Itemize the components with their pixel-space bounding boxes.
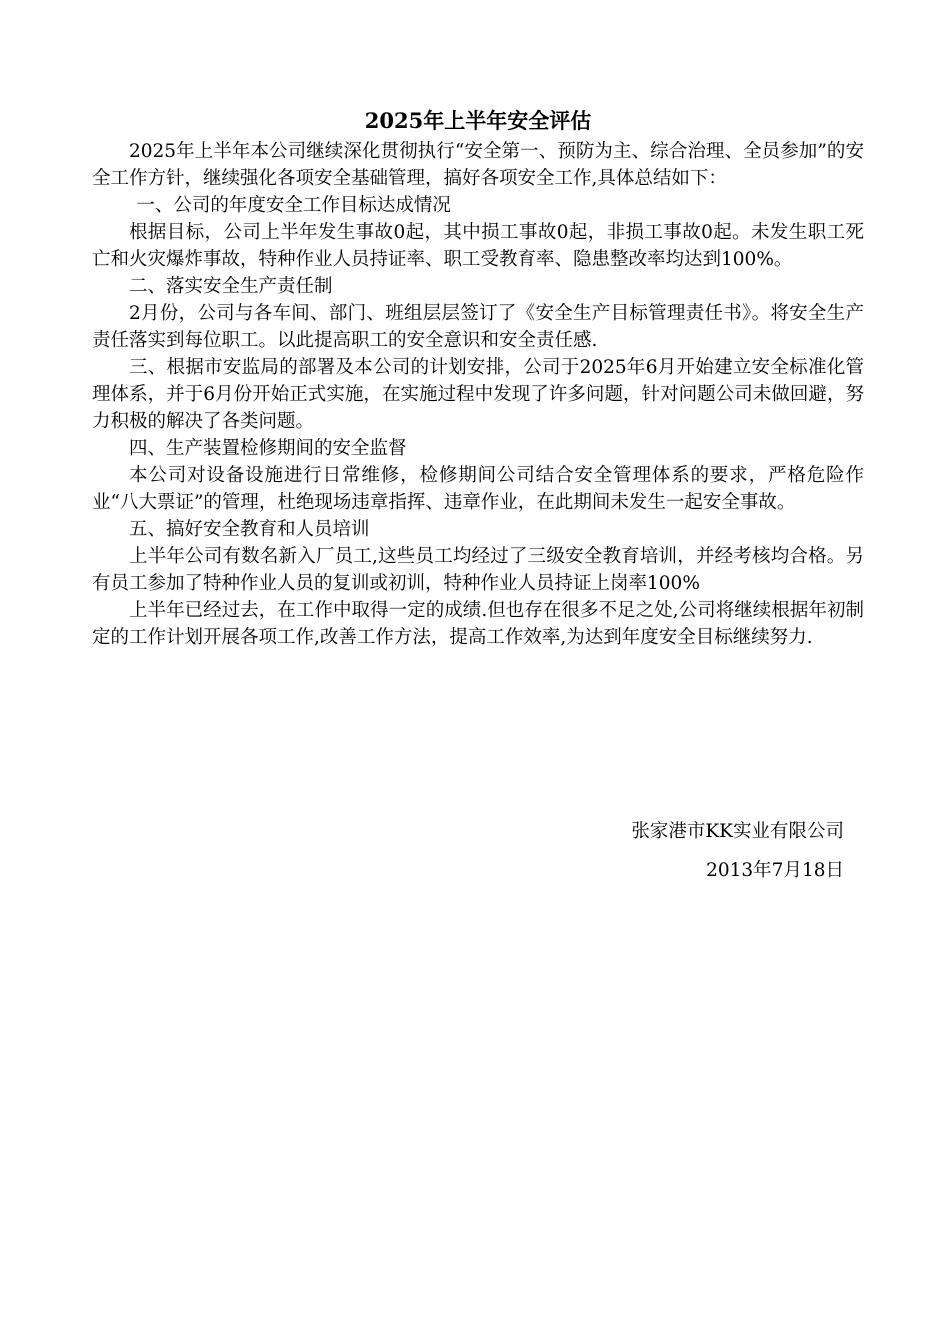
paragraph-section-2: 2月份，公司与各车间、部门、班组层层签订了《安全生产目标管理责任书》。将安全生产责任落实到每位职工。以此提高职工的安全意识和安全责任感. [92, 303, 864, 351]
signature-date: 2013年7月18日 [706, 860, 844, 881]
document-title: 2025年上半年安全评估 [364, 108, 592, 133]
paragraph-section-4: 本公司对设备设施进行日常维修，检修期间公司结合安全管理体系的要求，严格危险作业“八大票证”的管理，杜绝现场违章指挥、违章作业，在此期间未发生一起安全事故。 [92, 465, 864, 513]
document-body [92, 104, 864, 651]
paragraph-conclusion: 上半年已经过去，在工作中取得一定的成绩.但也存在很多不足之处,公司将继续根据年初制定的工作计划开展各项工作,改善工作方法，提高工作效率,为达到年度安全目标继续努力. [92, 600, 864, 648]
section-heading-5: 五、搞好安全教育和人员培训 [129, 519, 370, 540]
section-heading-4: 四、生产装置检修期间的安全监督 [129, 438, 407, 459]
section-heading-2: 二、落实安全生产责任制 [129, 276, 333, 297]
signature-company: 张家港市KK实业有限公司 [631, 821, 844, 842]
paragraph-section-1: 根据目标，公司上半年发生事故0起，其中损工事故0起，非损工事故0起。未发生职工死亡和火灾爆炸事故，特种作业人员持证率、职工受教育率、隐患整改率均达到100%。 [92, 222, 864, 270]
paragraph-intro: 2025年上半年本公司继续深化贯彻执行“安全第一、预防为主、综合治理、全员参加”的安全工作方针，继续强化各项安全基础管理，搞好各项安全工作,具体总结如下： [92, 141, 864, 189]
paragraph-section-5: 上半年公司有数名新入厂员工,这些员工均经过了三级安全教育培训，并经考核均合格。另有员工参加了特种作业人员的复训或初训，特种作业人员持证上岗率100% [92, 546, 864, 594]
paragraph-section-3: 三、根据市安监局的部署及本公司的计划安排，公司于2025年6月开始建立安全标准化管理体系，并于6月份开始正式实施，在实施过程中发现了许多问题，针对问题公司未做回避，努力积极的解决了各类问题。 [92, 357, 864, 432]
section-heading-1: 一、公司的年度安全工作目标达成情况 [136, 195, 451, 216]
